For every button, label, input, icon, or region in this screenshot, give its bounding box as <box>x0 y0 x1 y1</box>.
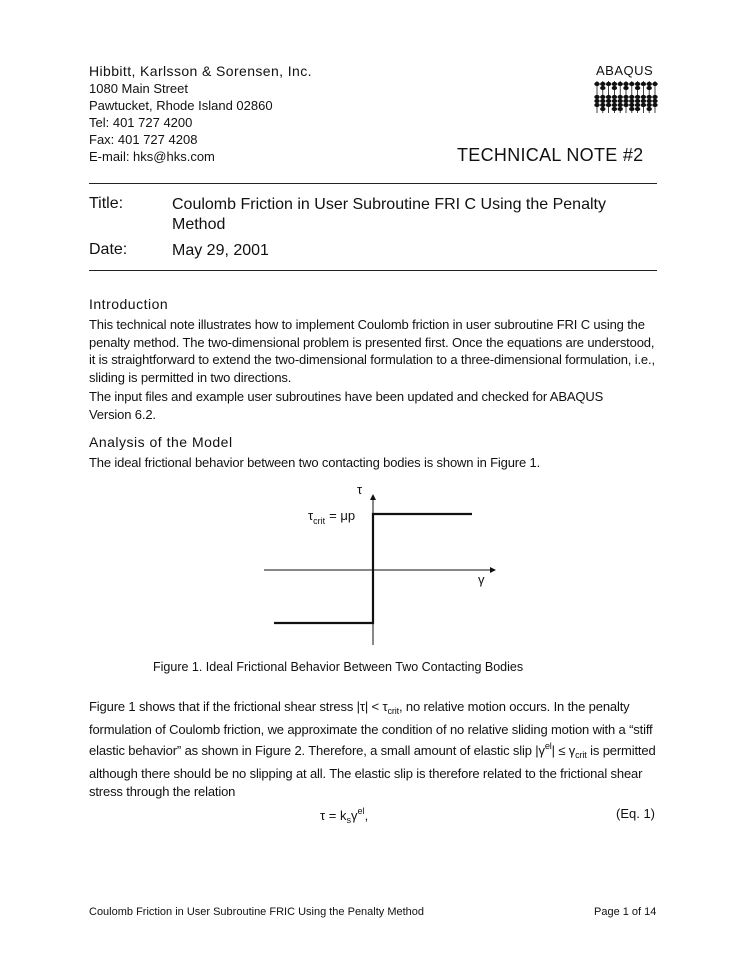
tau-axis-label: τ <box>357 482 363 497</box>
abaqus-logo-icon <box>594 80 658 114</box>
date-value: May 29, 2001 <box>172 242 269 259</box>
analysis-paragraph-1: The ideal frictional behavior between two contacting bodies is shown in Figure 1. <box>89 455 541 470</box>
equation-1-number: (Eq. 1) <box>616 806 656 821</box>
address-line-email[interactable]: E-mail: hks@hks.com <box>89 149 215 164</box>
title-value: Coulomb Friction in User Subroutine FRI C Using the Penalty Method <box>172 196 606 233</box>
section-heading-analysis: Analysis of the Model <box>89 434 233 450</box>
gamma-axis-label: γ <box>478 572 485 587</box>
brand-name: ABAQUS <box>596 63 654 78</box>
company-name: Hibbitt, Karlsson & Sorensen, Inc. <box>89 63 312 79</box>
technical-note-title: TECHNICAL NOTE #2 <box>457 145 644 165</box>
section-heading-introduction: Introduction <box>89 296 169 312</box>
date-label: Date: <box>89 241 128 258</box>
title-label: Title: <box>89 195 124 212</box>
intro-paragraph-1: This technical note illustrates how to implement Coulomb friction in user subroutine FRI C using the penalty method. The two-dimensional problem is presented first. Once the equations are understood, it is straightforward to extend the two-dimensional formulation to a three-dimensional formulation, i.e., sliding is permitted in two directions. <box>89 317 655 386</box>
address-line-city: Pawtucket, Rhode Island 02860 <box>89 98 273 113</box>
y-axis-arrow-icon <box>370 494 376 500</box>
friction-curve <box>274 514 472 623</box>
equation-1: $\tau = k_s\gamma^{el}$, <box>320 806 369 825</box>
x-axis-arrow-icon <box>490 567 496 573</box>
address-block <box>89 63 312 165</box>
address-line-tel: Tel: 401 727 4200 <box>89 115 193 130</box>
figure-1-caption: Figure 1. Ideal Frictional Behavior Between Two Contacting Bodies <box>153 660 524 674</box>
footer-title: Coulomb Friction in User Subroutine FRIC Using the Penalty Method <box>89 906 425 918</box>
figure-1-friction-diagram <box>250 480 510 650</box>
address-line-fax: Fax: 401 727 4208 <box>89 132 198 147</box>
address-line-street: 1080 Main Street <box>89 81 189 96</box>
page-number: Page 1 of 14 <box>594 906 657 918</box>
tau-crit-label: $\tau_{crit} = \mu p$ <box>308 508 356 526</box>
divider-top <box>89 183 657 184</box>
divider-bottom <box>89 270 657 271</box>
intro-paragraph-2: The input files and example user subroutines have been updated and checked for ABAQUS Version 6.2. <box>89 389 604 422</box>
abacus-beads-icon <box>595 81 657 113</box>
body-paragraph-3: Figure 1 shows that if the frictional shear stress $|\tau| < \tau_{crit}$, no relative motion occurs. In the penalty formulation of Coulomb friction, we approximate the condition of no relative sliding motion with a “stiff elastic behavior” as shown in Figure 2. Therefore, a small amount of elastic slip $|\gamma^{el}| \le \gamma_{crit}$ is permitted although there should be no slipping at all. The elastic slip is therefore related to the frictional shear stress through the relation <box>89 699 656 799</box>
